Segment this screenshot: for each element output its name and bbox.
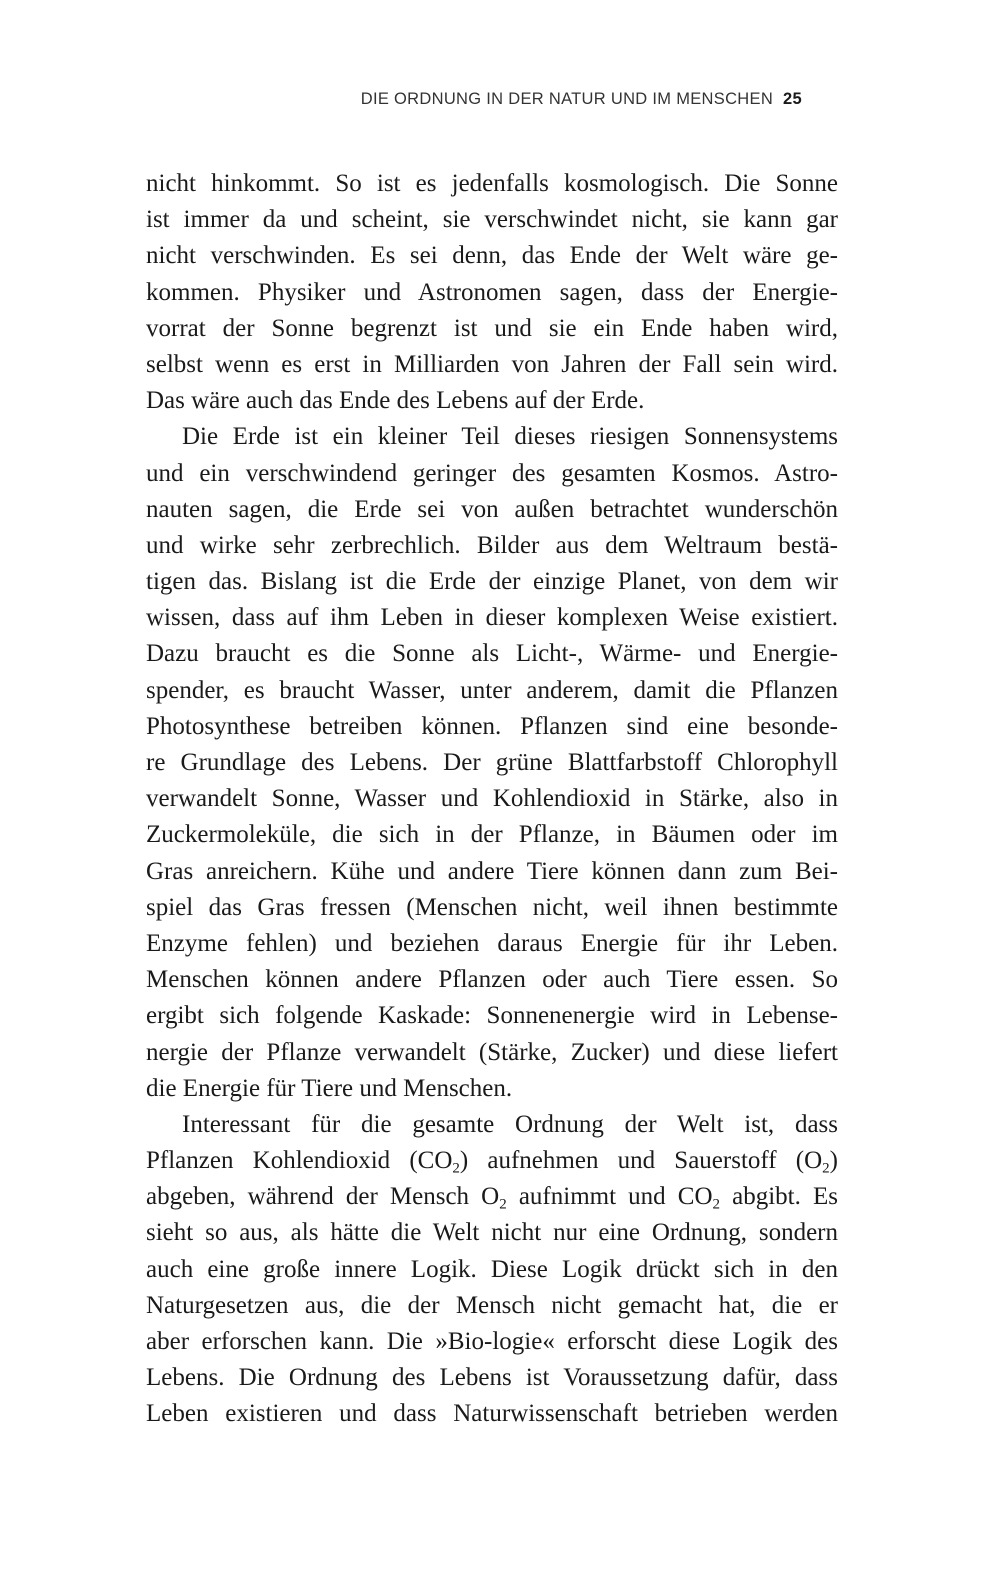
text-line: sieht so aus, als hätte die Welt nicht nur eine Ordnung, sondern — [146, 1219, 838, 1247]
text-line: Zuckermoleküle, die sich in der Pflanze, in Bäumen oder im — [146, 821, 838, 849]
running-header — [146, 90, 802, 109]
body-text — [146, 166, 838, 1433]
text-line: Lebens. Die Ordnung des Lebens ist Voraussetzung dafür, dass — [146, 1364, 838, 1392]
text-line: Die Erde ist ein kleiner Teil dieses riesigen Sonnensystems — [182, 423, 838, 451]
page-number: 25 — [783, 90, 802, 108]
text-line: nergie der Pflanze verwandelt (Stärke, Zucker) und diese liefert — [146, 1038, 838, 1066]
text-line: und wirke sehr zerbrechlich. Bilder aus dem Weltraum bestä- — [146, 531, 838, 559]
text-segment: abgibt. Es — [720, 1183, 838, 1211]
text-line: nicht hinkommt. So ist es jedenfalls kosmologisch. Die Sonne — [146, 170, 838, 197]
text-line-with-subscripts — [146, 1179, 838, 1215]
text-segment: ) — [829, 1147, 838, 1175]
text-line: die Energie für Tiere und Menschen. — [146, 1074, 513, 1102]
text-line: ergibt sich folgende Kaskade: Sonnenenergie wird in Lebense- — [146, 1002, 838, 1030]
text-line: Enzyme fehlen) und beziehen daraus Energie für ihr Leben. — [146, 929, 838, 957]
text-line: Photosynthese betreiben können. Pflanzen sind eine besonde- — [146, 712, 838, 740]
text-line: tigen das. Bislang ist die Erde der einzige Planet, von dem wir — [146, 568, 838, 596]
text-line: auch eine große innere Logik. Diese Logik drückt sich in den — [146, 1255, 838, 1283]
text-segment: ) aufnehmen und Sauerstoff (O — [459, 1147, 823, 1175]
text-line: kommen. Physiker und Astronomen sagen, dass der Energie- — [146, 278, 838, 306]
text-line: spiel das Gras fressen (Menschen nicht, weil ihnen bestimmte — [146, 893, 838, 921]
text-line: Naturgesetzen aus, die der Mensch nicht gemacht hat, die er — [146, 1291, 838, 1319]
text-segment: Pflanzen Kohlendioxid (CO — [146, 1147, 453, 1175]
text-line-with-subscripts — [146, 1143, 838, 1179]
text-line: Gras anreichern. Kühe und andere Tiere können dann zum Bei- — [146, 857, 838, 885]
text-line: selbst wenn es erst in Milliarden von Jahren der Fall sein wird. — [146, 350, 838, 378]
text-line: aber erforschen kann. Die »Bio-logie« erforscht diese Logik des — [146, 1328, 838, 1355]
subscript: 2 — [712, 1196, 721, 1213]
text-line: Leben existieren und dass Naturwissenschaft betrieben werden — [146, 1400, 838, 1428]
text-line: Das wäre auch das Ende des Lebens auf der Erde. — [146, 387, 645, 415]
text-line: Menschen können andere Pflanzen oder auch Tiere essen. So — [146, 966, 838, 994]
running-title: DIE ORDNUNG IN DER NATUR UND IM MENSCHEN — [360, 90, 774, 108]
text-line: nauten sagen, die Erde sei von außen betrachtet wunderschön — [146, 495, 838, 523]
text-line: ist immer da und scheint, sie verschwindet nicht, sie kann gar — [146, 206, 838, 234]
subscript: 2 — [499, 1196, 507, 1213]
subscript: 2 — [452, 1160, 460, 1177]
text-line: Interessant für die gesamte Ordnung der Welt ist, dass — [182, 1110, 838, 1138]
text-line: Dazu braucht es die Sonne als Licht-, Wärme- und Energie- — [146, 640, 838, 668]
subscript: 2 — [822, 1160, 830, 1177]
text-line: spender, es braucht Wasser, unter anderem, damit die Pflanzen — [146, 676, 838, 704]
text-line: nicht verschwinden. Es sei denn, das Ende der Welt wäre ge- — [146, 242, 838, 270]
text-segment: abgeben, während der Mensch O — [146, 1183, 500, 1211]
text-line: re Grundlage des Lebens. Der grüne Blattfarbstoff Chlorophyll — [146, 749, 838, 776]
text-line: verwandelt Sonne, Wasser und Kohlendioxid in Stärke, also in — [146, 785, 838, 813]
text-line: vorrat der Sonne begrenzt ist und sie ein Ende haben wird, — [146, 314, 838, 342]
text-segment: aufnimmt und CO — [506, 1183, 713, 1211]
text-line: wissen, dass auf ihm Leben in dieser komplexen Weise existiert. — [146, 604, 838, 632]
text-line: und ein verschwindend geringer des gesamten Kosmos. Astro- — [146, 459, 838, 487]
